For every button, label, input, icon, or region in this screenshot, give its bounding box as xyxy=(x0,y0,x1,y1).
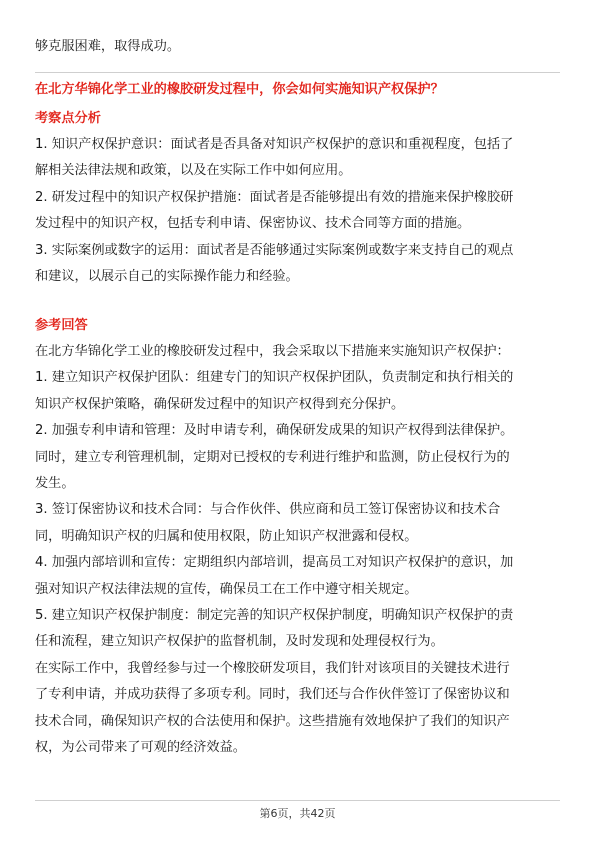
analysis-section xyxy=(35,106,560,290)
intro-line: 够克服困难，取得成功。 xyxy=(35,39,181,54)
answer-section xyxy=(35,313,560,762)
answer-point-4 xyxy=(35,550,560,603)
text-line: 在实际工作中，我曾经参与过一个橡胶研发项目，我们针对该项目的关键技术进行 xyxy=(35,660,510,676)
question-title: 在北方华锦化学工业的橡胶研发过程中，你会如何实施知识产权保护？ xyxy=(35,82,444,97)
analysis-point-2 xyxy=(35,185,560,238)
text-line: 发过程中的知识产权，包括专利申请、保密协议、技术合同等方面的措施。 xyxy=(35,216,471,232)
answer-point-3 xyxy=(35,497,560,550)
answer-point-5 xyxy=(35,603,560,656)
answer-heading: 参考回答 xyxy=(35,318,88,333)
answer-intro xyxy=(35,339,560,365)
text-line: 4. 加强内部培训和宣传：定期组织内部培训，提高员工对知识产权保护的意识，加 xyxy=(35,555,514,571)
text-line: 2. 加强专利申请和管理：及时申请专利，确保研发成果的知识产权得到法律保护。 xyxy=(35,423,514,439)
text-line: 5. 建立知识产权保护制度：制定完善的知识产权保护制度，明确知识产权保护的责 xyxy=(35,608,514,624)
text-line: 权，为公司带来了可观的经济效益。 xyxy=(35,740,246,756)
analysis-heading: 考察点分析 xyxy=(35,111,101,126)
top-divider xyxy=(35,72,560,73)
text-line: 1. 建立知识产权保护团队：组建专门的知识产权保护团队，负责制定和执行相关的 xyxy=(35,370,514,386)
text-line: 同，明确知识产权的归属和使用权限，防止知识产权泄露和侵权。 xyxy=(35,528,418,544)
text-line: 解相关法律法规和政策，以及在实际工作中如何应用。 xyxy=(35,163,352,179)
text-line: 知识产权保护策略，确保研发过程中的知识产权得到充分保护。 xyxy=(35,396,405,412)
answer-experience xyxy=(35,656,560,762)
answer-point-1 xyxy=(35,365,560,418)
text-line: 3. 签订保密协议和技术合同：与合作伙伴、供应商和员工签订保密协议和技术合 xyxy=(35,502,501,518)
text-line: 强对知识产权法律法规的宣传，确保员工在工作中遵守相关规定。 xyxy=(35,581,418,597)
bottom-divider xyxy=(35,800,560,801)
text-line: 3. 实际案例或数字的运用：面试者是否能够通过实际案例或数字来支持自己的观点 xyxy=(35,242,514,258)
page-indicator: 第6页，共42页 xyxy=(259,807,336,820)
text-line: 同时，建立专利管理机制，定期对已授权的专利进行维护和监测，防止侵权行为的 xyxy=(35,449,510,465)
analysis-point-1 xyxy=(35,132,560,185)
intro-text xyxy=(35,34,180,60)
text-line: 任和流程，建立知识产权保护的监督机制，及时发现和处理侵权行为。 xyxy=(35,634,444,650)
text-line: 2. 研发过程中的知识产权保护措施：面试者是否能够提出有效的措施来保护橡胶研 xyxy=(35,189,514,205)
text-line: 和建议，以展示自己的实际操作能力和经验。 xyxy=(35,269,299,285)
page-content xyxy=(35,0,560,842)
analysis-point-3 xyxy=(35,238,560,291)
text-line: 1. 知识产权保护意识：面试者是否具备对知识产权保护的意识和重视程度，包括了 xyxy=(35,137,514,152)
text-line: 技术合同，确保知识产权的合法使用和保护。这些措施有效地保护了我们的知识产 xyxy=(35,713,510,729)
text-line: 了专利申请，并成功获得了多项专利。同时，我们还与合作伙伴签订了保密协议和 xyxy=(35,687,510,703)
answer-point-2 xyxy=(35,418,560,497)
text-line: 在北方华锦化学工业的橡胶研发过程中，我会采取以下措施来实施知识产权保护： xyxy=(35,344,510,359)
text-line: 发生。 xyxy=(35,476,75,492)
